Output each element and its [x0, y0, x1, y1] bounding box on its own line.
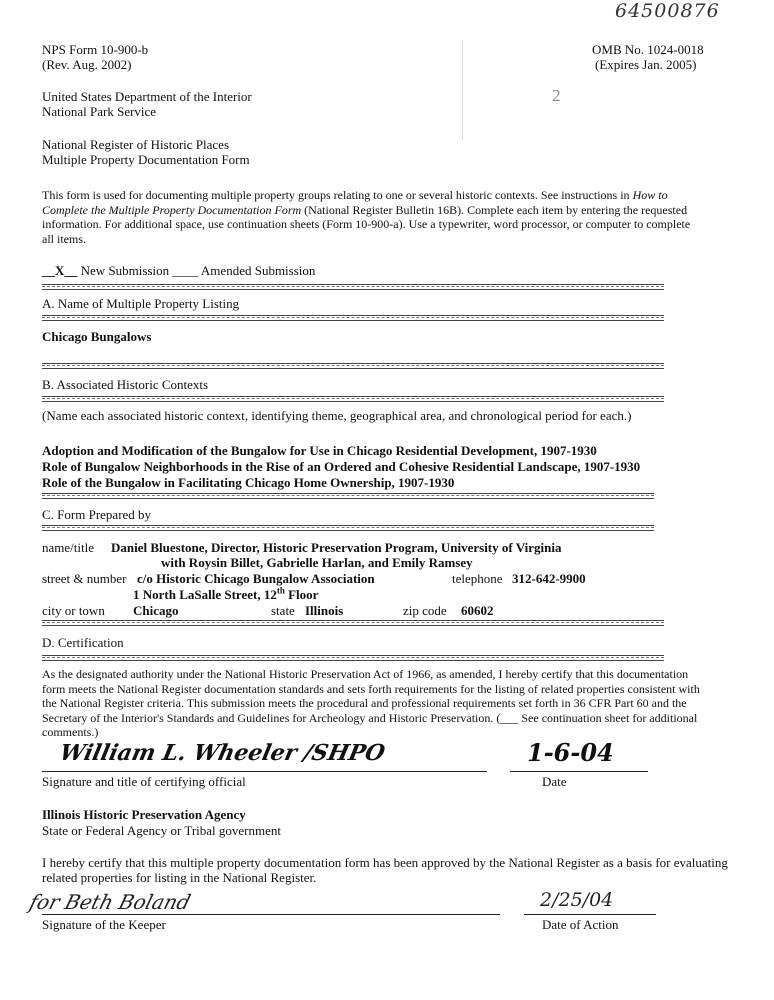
date-of-action-label: Date of Action	[542, 917, 619, 932]
section-b-heading: B. Associated Historic Contexts	[42, 377, 209, 392]
certification-date: 1-6-04	[527, 738, 614, 767]
multiple-property-name: Chicago Bungalows	[42, 329, 152, 344]
certification-text: As the designated authority under the National Historic Preservation Act of 1966, as amended, I hereby certify that this documentation form meets the National Register documentation standards and sets forth requirements for the listing of related properties consistent with the National Register criteria. This submission meets the procedural and professional requirements set forth in 36 CFR Part 60 and the Secretary of the Interior's Standards and Guidelines for Archeology and Historic Preservation. (___ See continuation sheet for additional comments.)	[42, 667, 700, 739]
telephone-label: telephone	[452, 571, 503, 586]
historic-context: Role of Bungalow Neighborhoods in the Rise of an Ordered and Cohesive Residential Landscape, 1907-1930	[42, 459, 641, 474]
keeper-signature-line	[42, 914, 500, 915]
section-divider	[42, 396, 664, 402]
action-date-line	[524, 914, 656, 915]
intro-text-1: This form is used for documenting multiple property groups relating to one or several historic contexts. See instructions in	[42, 188, 633, 202]
new-submission-label: New Submission	[80, 263, 170, 278]
section-divider	[42, 284, 664, 290]
zip-label: zip code	[403, 603, 447, 618]
omb-expiration: (Expires Jan. 2005)	[595, 57, 697, 72]
historic-context: Adoption and Modification of the Bungalow for Use in Chicago Residential Development, 1907-1930	[42, 443, 597, 458]
section-divider	[42, 493, 654, 499]
date-line	[510, 771, 648, 772]
certifying-signature: William L. Wheeler /SHPO	[57, 740, 388, 766]
scan-artifact	[462, 40, 463, 140]
certifying-agency-name: Illinois Historic Preservation Agency	[42, 807, 246, 822]
section-divider	[42, 620, 664, 626]
form-title: Multiple Property Documentation Form	[42, 152, 250, 167]
approval-statement: I hereby certify that this multiple property documentation form has been approved by the National Register as a basis for evaluating related properties for listing in the National Register.	[42, 855, 728, 885]
section-a-heading: A. Name of Multiple Property Listing	[42, 296, 240, 311]
section-divider	[42, 525, 654, 531]
historic-context: Role of the Bungalow in Facilitating Chicago Home Ownership, 1907-1930	[42, 475, 455, 490]
date-label: Date	[542, 774, 567, 789]
section-divider	[42, 655, 664, 661]
intro-text-2: (National Register Bulletin 16B). Complete each item by entering the requested information. For additional space, use continuation sheets (Form 10-900-a). Use a typewriter, word processor, or computer to complete all items.	[42, 202, 691, 246]
street-floor: Floor	[284, 587, 319, 602]
state-label: state	[271, 603, 295, 618]
section-divider	[42, 363, 664, 369]
street-label: street & number	[42, 571, 127, 586]
section-divider	[42, 315, 664, 321]
program-title: National Register of Historic Places	[42, 137, 230, 152]
name-title-label: name/title	[42, 540, 94, 555]
department: United States Department of the Interior	[42, 89, 252, 104]
keeper-signature: for Beth Boland	[26, 890, 194, 914]
city-value: Chicago	[133, 603, 179, 618]
new-submission-mark: __X__	[42, 263, 78, 278]
agency-service: National Park Service	[42, 104, 157, 119]
submission-type	[42, 263, 315, 278]
section-c-heading: C. Form Prepared by	[42, 507, 152, 522]
form-revision: (Rev. Aug. 2002)	[42, 57, 132, 72]
keeper-label: Signature of the Keeper	[42, 917, 166, 932]
intro-paragraph	[42, 188, 692, 246]
name-title-value: Daniel Bluestone, Director, Historic Preservation Program, University of Virginia	[111, 540, 562, 555]
section-b-instruction: (Name each associated historic context, identifying theme, geographical area, and chronological period for each.)	[42, 408, 632, 423]
amended-submission-label: Amended Submission	[200, 263, 316, 278]
intro-italic-title: How to Complete the Multiple Property Documentation Form	[42, 188, 668, 217]
street-line-2: 1 North LaSalle Street, 12	[133, 587, 277, 602]
name-title-value-cont: with Roysin Billet, Gabrielle Harlan, and Emily Ramsey	[161, 555, 473, 570]
street-ordinal: th	[276, 585, 285, 596]
amended-submission-mark: ____	[172, 263, 199, 278]
section-d-heading: D. Certification	[42, 635, 124, 650]
document-id-stamp: 64500876	[615, 0, 720, 22]
telephone-value: 312-642-9900	[512, 571, 586, 586]
city-label: city or town	[42, 603, 105, 618]
state-value: Illinois	[305, 603, 344, 618]
received-stamp-mark: 2	[552, 86, 561, 105]
signature-label: Signature and title of certifying official	[42, 774, 246, 789]
form-number: NPS Form 10-900-b	[42, 42, 149, 57]
certifying-agency-label: State or Federal Agency or Tribal government	[42, 823, 282, 838]
street-value-cont	[133, 587, 318, 602]
omb-number: OMB No. 1024-0018	[592, 42, 704, 57]
signature-line	[42, 771, 487, 772]
zip-value: 60602	[461, 603, 494, 618]
keeper-action-date: 2/25/04	[540, 889, 614, 911]
street-value: c/o Historic Chicago Bungalow Association	[137, 571, 375, 586]
